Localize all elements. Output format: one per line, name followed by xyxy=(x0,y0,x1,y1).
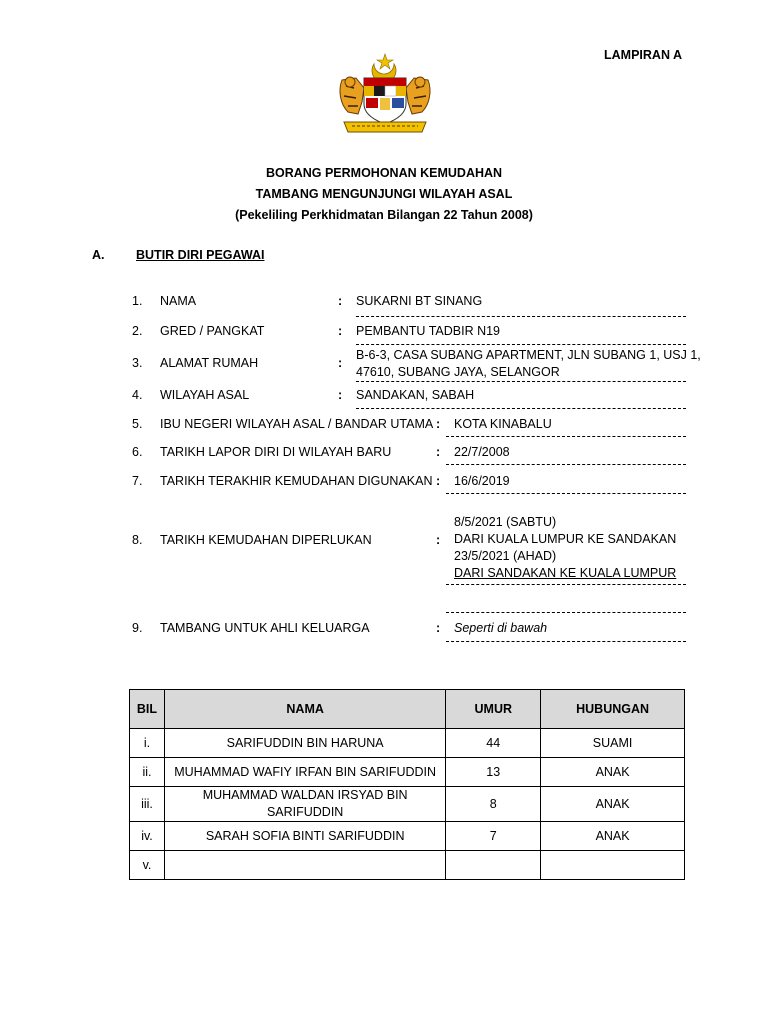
item-label-tarikh-diperlukan: TARIKH KEMUDAHAN DIPERLUKAN xyxy=(160,533,372,547)
cell-hubungan xyxy=(541,851,685,880)
field-underline xyxy=(446,612,686,613)
cell-hubungan: ANAK xyxy=(541,822,685,851)
cell-bil: v. xyxy=(130,851,165,880)
item-colon: : xyxy=(436,474,441,488)
value-laluan-pergi: DARI KUALA LUMPUR KE SANDAKAN xyxy=(454,532,677,546)
value-tarikh-lapor: 22/7/2008 xyxy=(454,445,510,459)
family-members-table xyxy=(129,689,685,880)
table-row xyxy=(130,822,685,851)
field-underline xyxy=(356,344,686,345)
cell-nama: SARAH SOFIA BINTI SARIFUDDIN xyxy=(164,822,445,851)
field-underline xyxy=(446,584,686,585)
item-label-alamat: ALAMAT RUMAH xyxy=(160,356,259,370)
item-number: 9. xyxy=(132,621,143,635)
item-number: 4. xyxy=(132,388,143,402)
item-colon: : xyxy=(338,388,343,402)
item-number: 5. xyxy=(132,417,143,431)
cell-nama-line-1: MUHAMMAD WALDAN IRSYAD BIN xyxy=(202,788,408,802)
table-row xyxy=(130,787,685,822)
cell-hubungan: ANAK xyxy=(541,787,685,822)
coat-of-arms-logo xyxy=(334,52,436,136)
table-header-row xyxy=(130,690,685,729)
lampiran-label: LAMPIRAN A xyxy=(604,48,683,62)
item-number: 3. xyxy=(132,356,143,370)
item-label-ibu-negeri: IBU NEGERI WILAYAH ASAL / BANDAR UTAMA xyxy=(160,417,434,431)
field-underline xyxy=(356,408,686,409)
cell-umur: 44 xyxy=(446,729,541,758)
cell-hubungan: SUAMI xyxy=(541,729,685,758)
cell-nama: SARIFUDDIN BIN HARUNA xyxy=(164,729,445,758)
item-colon: : xyxy=(436,533,441,547)
cell-bil: iv. xyxy=(130,822,165,851)
cell-bil: iii. xyxy=(130,787,165,822)
header-umur: UMUR xyxy=(446,690,541,729)
item-label-nama: NAMA xyxy=(160,294,197,308)
value-tarikh-pergi: 8/5/2021 (SABTU) xyxy=(454,515,557,529)
item-number: 7. xyxy=(132,474,143,488)
value-wilayah: SANDAKAN, SABAH xyxy=(356,388,475,402)
cell-umur xyxy=(446,851,541,880)
field-underline xyxy=(446,493,686,494)
item-colon: : xyxy=(338,324,343,338)
field-underline xyxy=(446,641,686,642)
form-title-line-1: BORANG PERMOHONAN KEMUDAHAN xyxy=(265,166,503,180)
item-label-gred: GRED / PANGKAT xyxy=(160,324,265,338)
form-circular-reference: (Pekeliling Perkhidmatan Bilangan 22 Tahun 2008) xyxy=(235,208,533,222)
cell-hubungan: ANAK xyxy=(541,758,685,787)
field-underline xyxy=(356,381,686,382)
section-title: BUTIR DIRI PEGAWAI xyxy=(136,248,265,262)
value-laluan-balik: DARI SANDAKAN KE KUALA LUMPUR xyxy=(454,566,677,580)
item-number: 6. xyxy=(132,445,143,459)
item-colon: : xyxy=(338,294,343,308)
section-letter: A. xyxy=(92,248,105,262)
item-colon: : xyxy=(436,621,441,635)
item-colon: : xyxy=(436,417,441,431)
cell-bil: ii. xyxy=(130,758,165,787)
header-bil: BIL xyxy=(130,690,165,729)
value-alamat-line-1: B-6-3, CASA SUBANG APARTMENT, JLN SUBANG 1, USJ 1, xyxy=(356,348,701,362)
cell-nama-line-2: SARIFUDDIN xyxy=(266,805,344,819)
value-tarikh-balik: 23/5/2021 (AHAD) xyxy=(454,549,557,563)
item-colon: : xyxy=(338,356,343,370)
item-label-tambang-keluarga: TAMBANG UNTUK AHLI KELUARGA xyxy=(160,621,370,635)
value-gred: PEMBANTU TADBIR N19 xyxy=(356,324,501,338)
field-underline xyxy=(446,464,686,465)
cell-umur: 8 xyxy=(446,787,541,822)
item-number: 1. xyxy=(132,294,143,308)
cell-umur: 7 xyxy=(446,822,541,851)
item-colon: : xyxy=(436,445,441,459)
cell-nama xyxy=(164,851,445,880)
item-label-tarikh-lapor: TARIKH LAPOR DIRI DI WILAYAH BARU xyxy=(160,445,392,459)
item-label-tarikh-terakhir: TARIKH TERAKHIR KEMUDAHAN DIGUNAKAN xyxy=(160,474,433,488)
cell-bil: i. xyxy=(130,729,165,758)
value-nama: SUKARNI BT SINANG xyxy=(356,294,483,308)
table-row xyxy=(130,729,685,758)
cell-umur: 13 xyxy=(446,758,541,787)
field-underline xyxy=(356,316,686,317)
item-number: 8. xyxy=(132,533,143,547)
cell-nama xyxy=(164,787,445,822)
table-row xyxy=(130,851,685,880)
field-underline xyxy=(446,436,686,437)
item-number: 2. xyxy=(132,324,143,338)
cell-nama: MUHAMMAD WAFIY IRFAN BIN SARIFUDDIN xyxy=(164,758,445,787)
value-tarikh-terakhir: 16/6/2019 xyxy=(454,474,510,488)
value-alamat-line-2: 47610, SUBANG JAYA, SELANGOR xyxy=(356,365,560,379)
form-title-line-2: TAMBANG MENGUNJUNGI WILAYAH ASAL xyxy=(255,187,513,201)
header-hubungan: HUBUNGAN xyxy=(541,690,685,729)
table-row xyxy=(130,758,685,787)
header-nama: NAMA xyxy=(164,690,445,729)
value-tambang-keluarga: Seperti di bawah xyxy=(454,621,548,635)
value-ibu-negeri: KOTA KINABALU xyxy=(454,417,552,431)
item-label-wilayah: WILAYAH ASAL xyxy=(160,388,250,402)
